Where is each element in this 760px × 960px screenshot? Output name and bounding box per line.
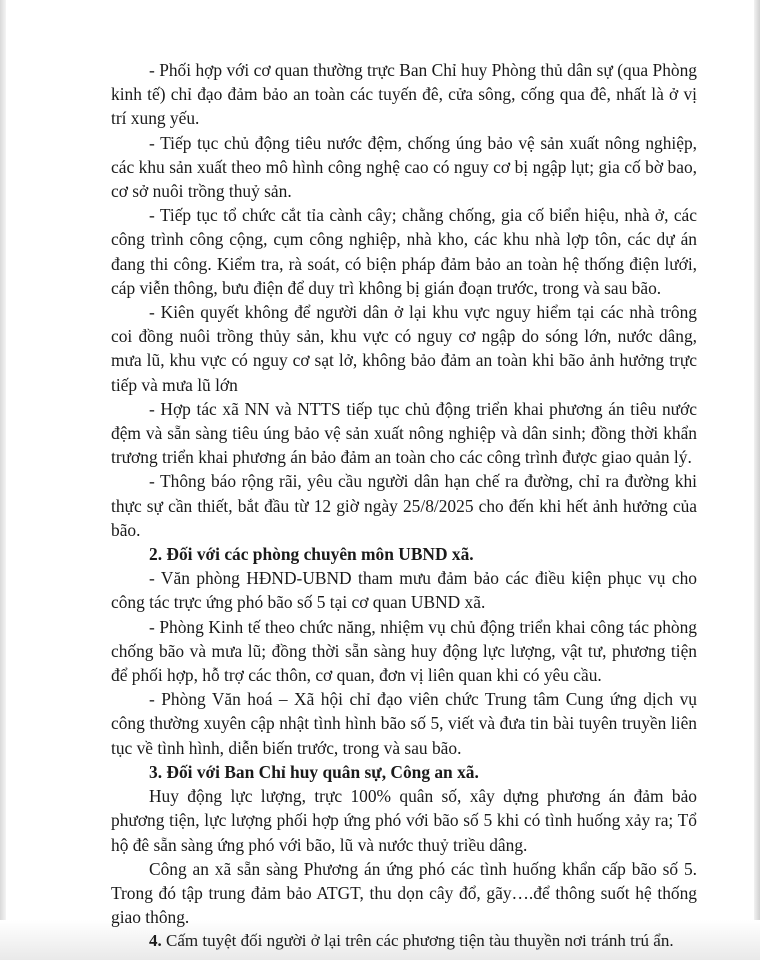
paragraph-bullet-office: - Văn phòng HĐND-UBND tham mưu đảm bảo các điều kiện phục vụ cho công tác trực ứng phó bão số 5 tại cơ quan UBND xã. [111, 568, 697, 613]
section-heading-2: 2. Đối với các phòng chuyên môn UBND xã. [149, 544, 474, 565]
item-4-text: Cấm tuyệt đối người ở lại trên các phương tiện tàu thuyền nơi tránh trú ẩn. [161, 931, 674, 951]
paragraph-police-plan: Công an xã sẵn sàng Phương án ứng phó các tình huống khẩn cấp bão số 5. Trong đó tập trung đảm bảo ATGT, thu dọn cây đổ, gãy….để thông suốt hệ thống giao thông. [111, 858, 697, 928]
paragraph-bullet-tree-trimming: - Tiếp tục tổ chức cắt tỉa cành cây; chằng chống, gia cố biển hiệu, nhà ở, các công trình công cộng, cụm công nghiệp, nhà kho, các khu nhà lợp tôn, các dự án đang thi công. Kiểm tra, rà soát, có biện pháp đảm bảo an toàn hệ thống điện lưới, cáp viễn thông, bưu điện để duy trì không bị gián đoạn trước, trong và sau bão. [111, 205, 697, 298]
paragraph-item-4 [111, 929, 697, 953]
document-body [111, 58, 697, 954]
photo-edge-left [0, 0, 6, 960]
photo-edge-right [754, 0, 760, 960]
section-heading-3: 3. Đối với Ban Chỉ huy quân sự, Công an xã. [149, 761, 479, 782]
paragraph-bullet-evacuation: - Kiên quyết không để người dân ở lại khu vực nguy hiểm tại các nhà trông coi đồng nuôi trồng thủy sản, khu vực có nguy cơ ngập do sóng lớn, nước dâng, mưa lũ, khu vực có nguy cơ sạt lở, không bảo đảm an toàn khi bão ảnh hưởng trực tiếp và mưa lũ lớn [111, 302, 697, 395]
paragraph-bullet-economy-dept: - Phòng Kinh tế theo chức năng, nhiệm vụ chủ động triển khai công tác phòng chống bão và mưa lũ; đồng thời sẵn sàng huy động lực lượng, vật tư, phương tiện để phối hợp, hỗ trợ các thôn, cơ quan, đơn vị liên quan khi có yêu cầu. [111, 616, 697, 686]
paragraph-bullet-dike-safety: - Phối hợp với cơ quan thường trực Ban Chỉ huy Phòng thủ dân sự (qua Phòng kinh tế) chỉ đạo đảm bảo an toàn các tuyến đê, cửa sông, cống qua đê, nhất là ở vị trí xung yếu. [111, 60, 697, 129]
paragraph-bullet-culture-dept: - Phòng Văn hoá – Xã hội chỉ đạo viên chức Trung tâm Cung ứng dịch vụ công thường xuyên cập nhật tình hình bão số 5, viết và đưa tin bài tuyên truyền liên tục về tình hình, diễn biến trước, trong và sau bão. [111, 689, 697, 758]
paragraph-military-mobilization: Huy động lực lượng, trực 100% quân số, xây dựng phương án đảm bảo phương tiện, lực lượng phối hợp ứng phó với bão số 5 khi có tình huống xảy ra; Tổ hộ đê sẵn sàng ứng phó với bão, lũ và nước thuỷ triều dâng. [111, 786, 697, 855]
paragraph-bullet-cooperative: - Hợp tác xã NN và NTTS tiếp tục chủ động triển khai phương án tiêu nước đệm và sẵn sàng tiêu úng bảo vệ sản xuất nông nghiệp và dân sinh; đồng thời khẩn trương triển khai phương án bảo đảm an toàn cho các công trình được giao quản lý. [111, 398, 697, 468]
paragraph-bullet-public-notice: - Thông báo rộng rãi, yêu cầu người dân hạn chế ra đường, chỉ ra đường khi thực sự cần thiết, bắt đầu từ 12 giờ ngày 25/8/2025 cho đến khi hết ảnh hưởng của bão. [111, 471, 697, 540]
item-4-number: 4. [149, 931, 162, 951]
paragraph-bullet-drainage: - Tiếp tục chủ động tiêu nước đệm, chống úng bảo vệ sản xuất nông nghiệp, các khu sản xuất theo mô hình công nghệ cao có nguy cơ bị ngập lụt; gia cố bờ bao, cơ sở nuôi trồng thuỷ sản. [111, 132, 697, 202]
